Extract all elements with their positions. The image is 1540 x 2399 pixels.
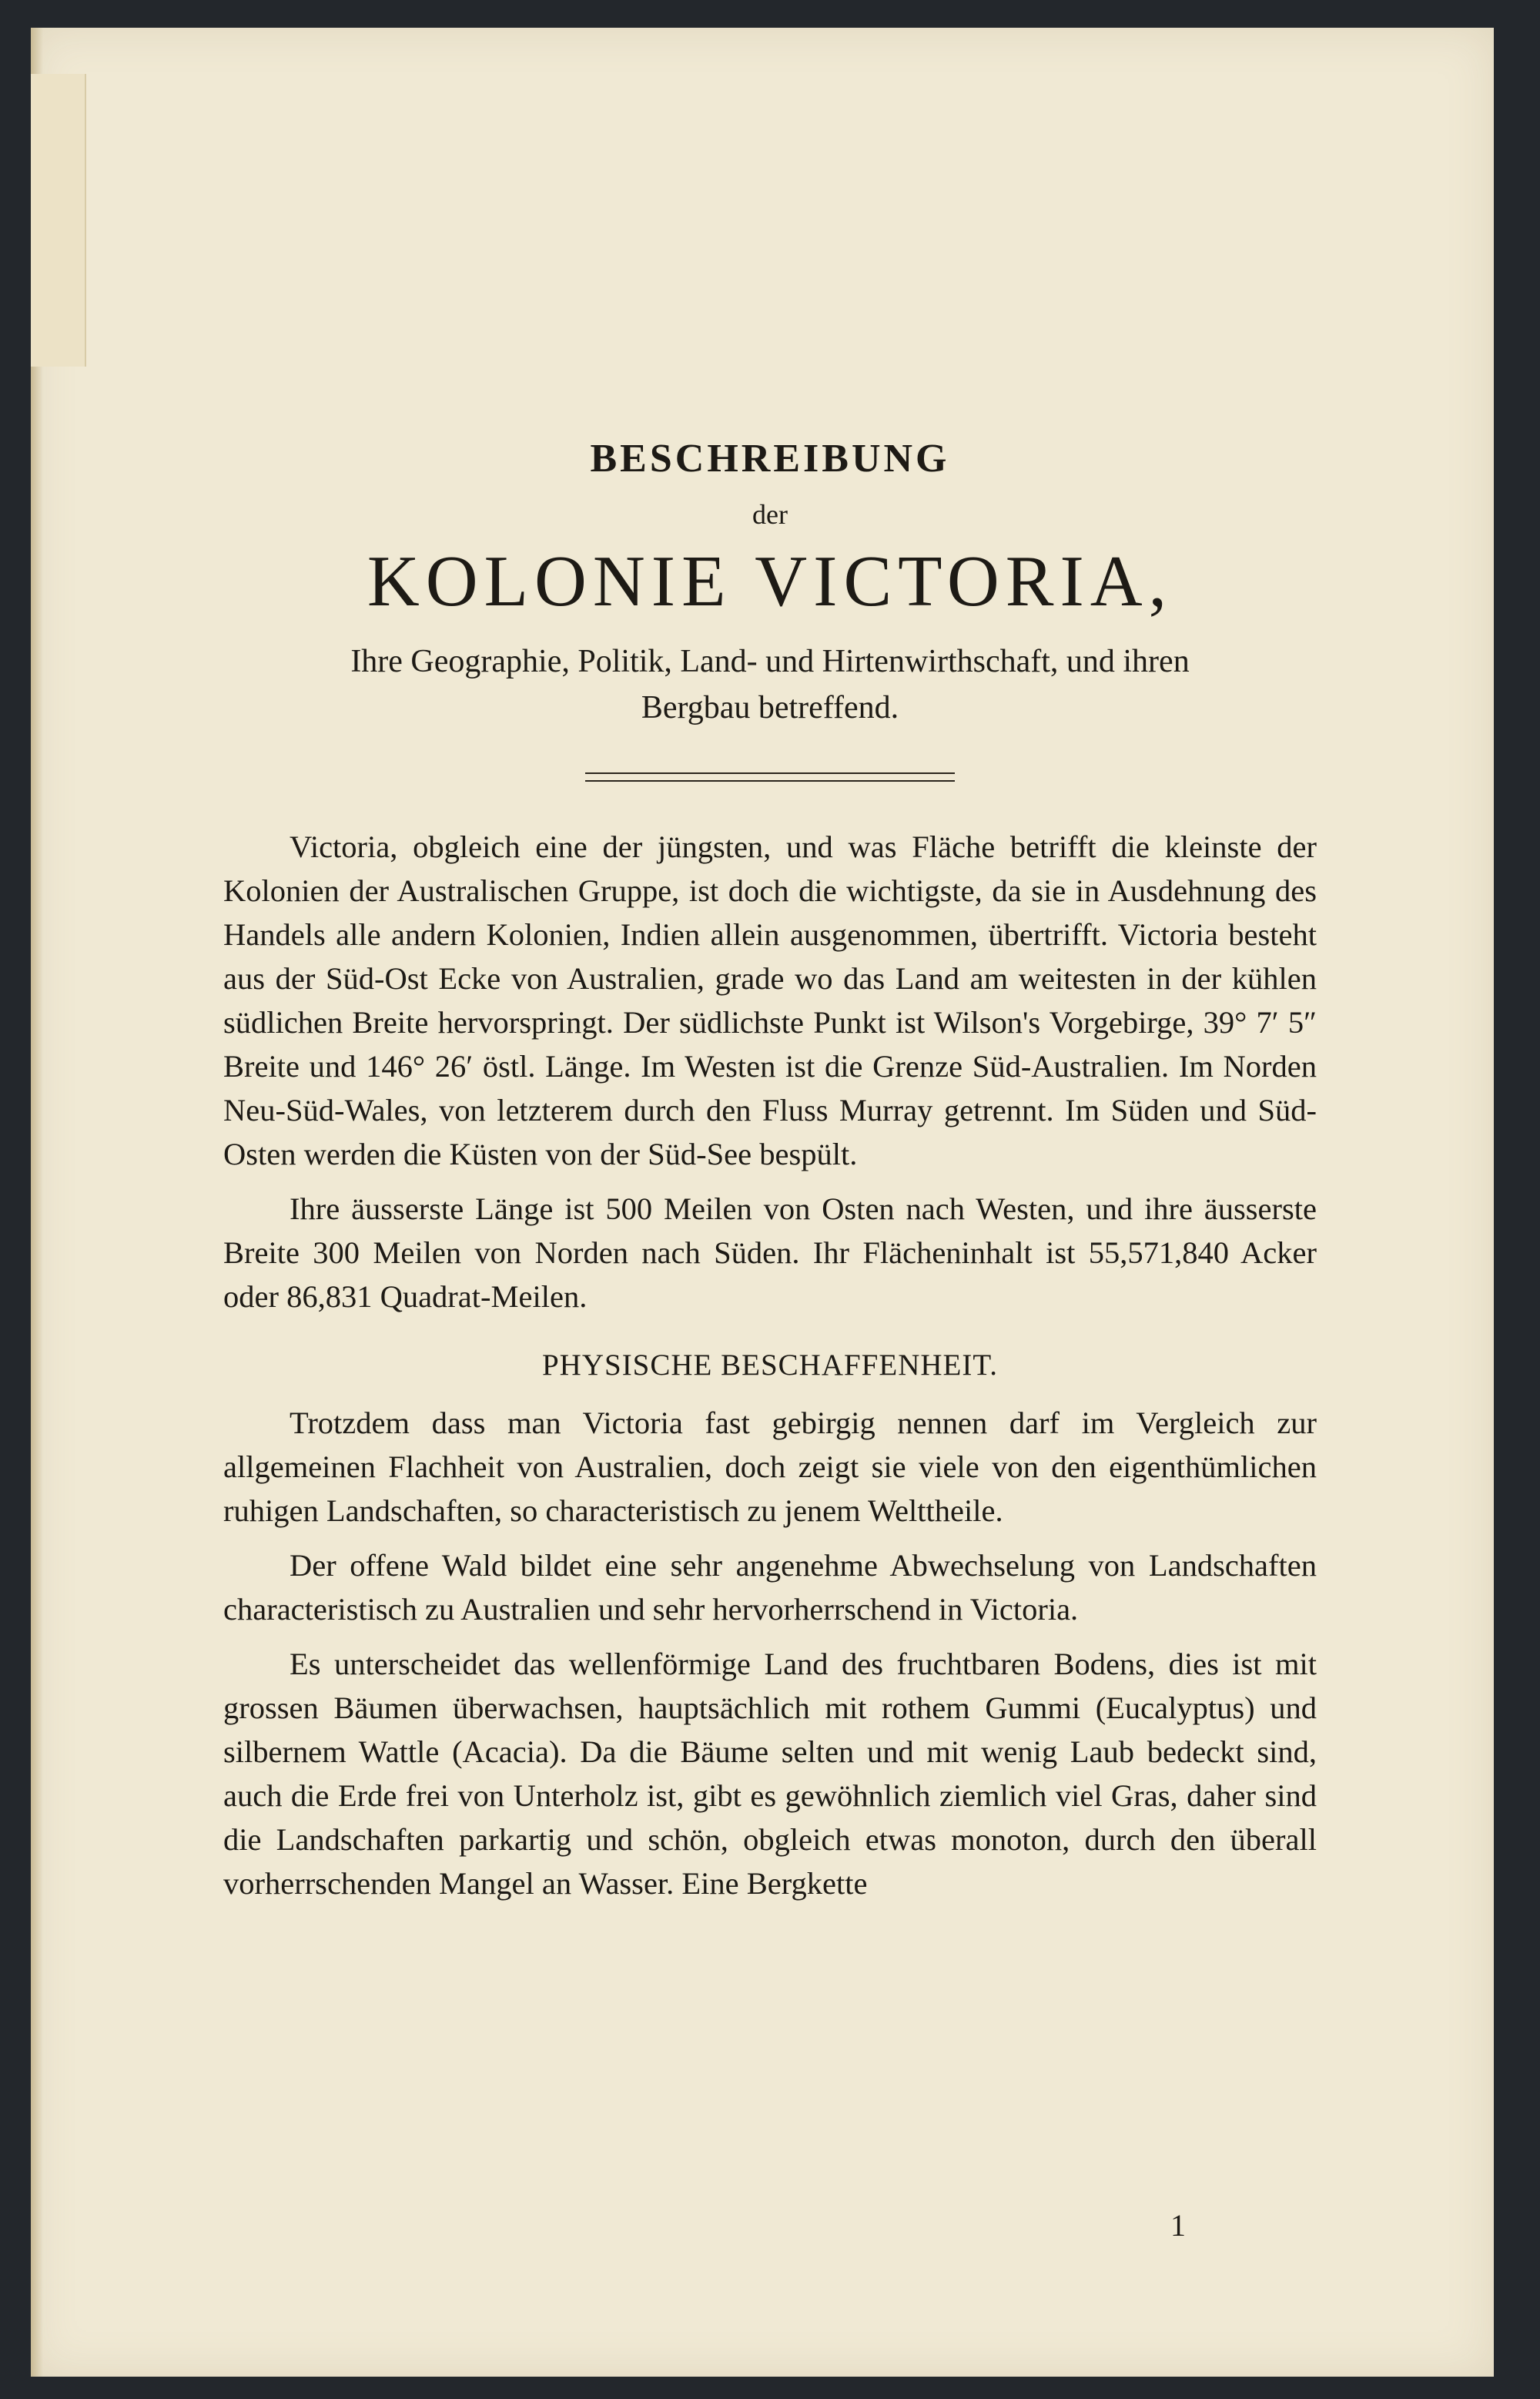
page-text [223, 436, 1317, 1916]
paragraph-section-2: Der offene Wald bildet eine sehr angenehme Abwechselung von Landschaften characteristisch zu Australien und sehr hervorherrschend in Victoria. [223, 1548, 1317, 1627]
book-page [31, 28, 1494, 2377]
title-heading: BESCHREIBUNG [590, 437, 950, 481]
torn-page-edge [31, 74, 86, 367]
subtitle-line-2: Bergbau betreffend. [641, 690, 899, 725]
page-number: 1 [1170, 2208, 1186, 2243]
paragraph-intro-2: Ihre äusserste Länge ist 500 Meilen von Osten nach Westen, und ihre äusserste Breite 300 Meilen von Norden nach Süden. Ihr Flächeninhalt ist 55,571,840 Acker oder 86,831 Quadrat-Meilen. [223, 1191, 1317, 1314]
subtitle-line-1: Ihre Geographie, Politik, Land- und Hirtenwirthschaft, und ihren [350, 644, 1190, 679]
subtitle [223, 638, 1317, 731]
paragraph-section-3: Es unterscheidet das wellenförmige Land des fruchtbaren Bodens, dies ist mit grossen Bäumen überwachsen, hauptsächlich mit rothem Gummi (Eucalyptus) und silbernem Wattle (Acacia). Da die Bäume selten und mit wenig Laub bedeckt sind, auch die Erde frei von Unterholz ist, gibt es gewöhnlich ziemlich viel Gras, daher sind die Landschaften parkartig und schön, obgleich etwas monoton, durch den überall vorherrschenden Mangel an Wasser. Eine Bergkette [223, 1647, 1317, 1901]
spine-shadow [31, 28, 43, 2377]
paragraph-intro-1: Victoria, obgleich eine der jüngsten, und was Fläche betrifft die kleinste der Kolonien der Australischen Gruppe, ist doch die wichtigste, da sie in Ausdehnung des Handels alle andern Kolonien, Indien allein ausgenommen, übertrifft. Victoria besteht aus der Süd-Ost Ecke von Australien, grade wo das Land am weitesten in der kühlen südlichen Breite hervorspringt. Der südlichste Punkt ist Wilson's Vorgebirge, 39° 7′ 5″ Breite und 146° 26′ östl. Länge. Im Westen ist die Grenze Süd-Australien. Im Norden Neu-Süd-Wales, von letzterem durch den Fluss Murray getrennt. Im Süden und Süd-Osten werden die Küsten von der Süd-See bespült. [223, 829, 1317, 1171]
title-der: der [752, 499, 788, 530]
double-rule-divider [585, 772, 955, 782]
paragraph-section-1: Trotzdem dass man Victoria fast gebirgig nennen darf im Vergleich zur allgemeinen Flachheit von Australien, doch zeigt sie viele von den eigenthümlichen ruhigen Landschaften, so characteristisch zu jenem Welttheile. [223, 1406, 1317, 1528]
section-heading: PHYSISCHE BESCHAFFENHEIT. [541, 1349, 999, 1382]
title-colony: KOLONIE VICTORIA, [367, 541, 1173, 622]
